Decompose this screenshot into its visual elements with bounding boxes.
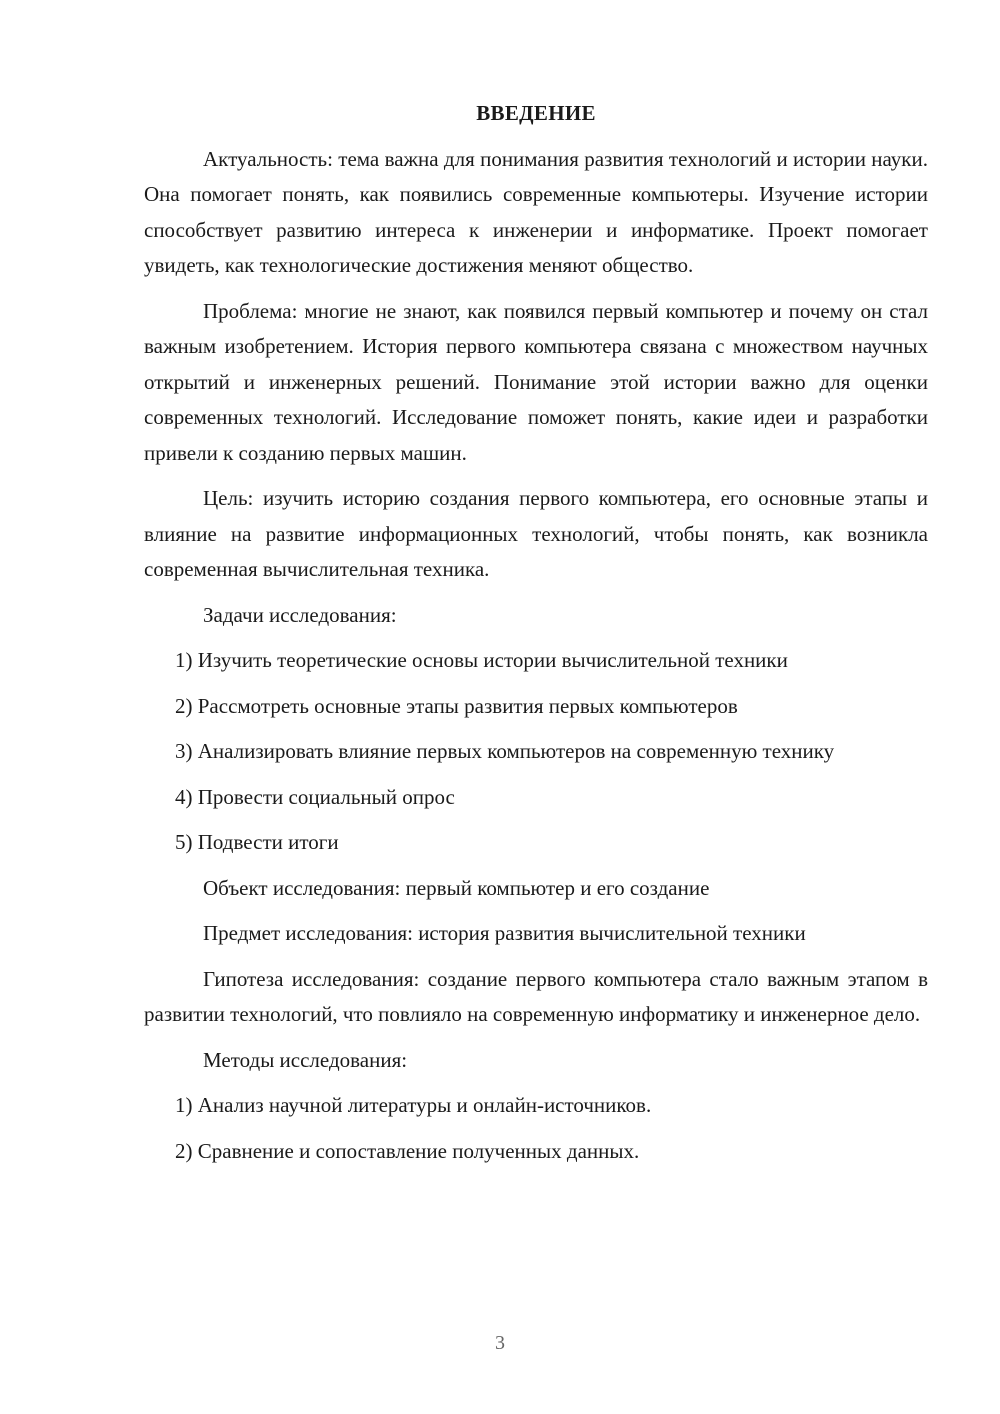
methods-heading: Методы исследования: bbox=[203, 1047, 408, 1072]
method-item-2: 2) Сравнение и сопоставление полученных данных. bbox=[175, 1138, 640, 1163]
task-item-5: 5) Подвести итоги bbox=[175, 830, 339, 854]
page-number: 3 bbox=[495, 1332, 505, 1354]
paragraph-goal: Цель: изучить историю создания первого компьютера, его основные этапы и влияние на развитие информационных технологий, чтобы понять, как возникла современная вычислительная техника. bbox=[144, 486, 928, 581]
research-hypothesis: Гипотеза исследования: создание первого компьютера стало важным этапом в развитии технологий, что повлияло на современную информатику и инженерное дело. bbox=[144, 966, 928, 1026]
section-title: ВВЕДЕНИЕ bbox=[476, 101, 596, 125]
method-item-1: 1) Анализ научной литературы и онлайн-источников. bbox=[175, 1093, 652, 1117]
task-item-4: 4) Провести социальный опрос bbox=[175, 784, 455, 809]
paragraph-problem: Проблема: многие не знают, как появился первый компьютер и почему он стал важным изобретением. История первого компьютера связана с множеством научных открытий и инженерных решений. Понимание этой истории важно для оценки современных технологий. Исследование поможет понять, какие идеи и разработки привели к созданию первых машин. bbox=[144, 298, 928, 465]
research-object: Объект исследования: первый компьютер и его создание bbox=[203, 875, 710, 900]
paragraph-relevance: Актуальность: тема важна для понимания развития технологий и истории науки. Она помогает понять, как появились современные компьютеры. Изучение истории способствует развитию интереса к инженерии и информатике. Проект помогает увидеть, как технологические достижения меняют общество. bbox=[144, 146, 928, 277]
document-page bbox=[144, 96, 928, 1179]
task-item-1: 1) Изучить теоретические основы истории вычислительной техники bbox=[175, 648, 788, 672]
task-item-3: 3) Анализировать влияние первых компьютеров на современную технику bbox=[175, 739, 835, 763]
task-item-2: 2) Рассмотреть основные этапы развития первых компьютеров bbox=[175, 693, 738, 718]
research-subject: Предмет исследования: история развития вычислительной техники bbox=[203, 921, 806, 945]
tasks-heading: Задачи исследования: bbox=[203, 602, 397, 627]
